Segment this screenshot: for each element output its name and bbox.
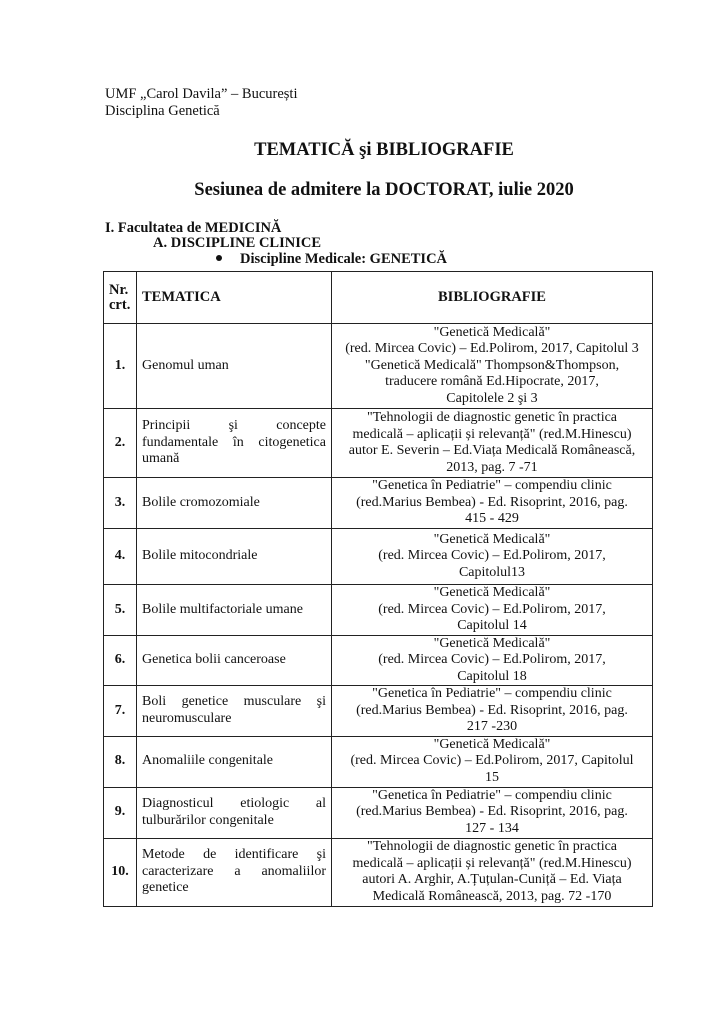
row-bibliography xyxy=(332,736,653,787)
row-topic: Bolile mitocondriale xyxy=(137,529,332,585)
row-bibliography xyxy=(332,787,653,838)
table-header-row xyxy=(104,272,653,324)
bibliography-line: "Genetica în Pediatrie" – compendiu clinic xyxy=(372,478,612,494)
bibliography-line: (red.Marius Bembea) - Ed. Risoprint, 2016, pag. xyxy=(356,804,628,820)
bibliography-line: "Genetică Medicală" xyxy=(433,585,551,600)
row-topic: Genomul uman xyxy=(137,324,332,409)
bibliography-line: "Genetică Medicală" xyxy=(433,635,551,651)
discipline-bullet-label: Discipline Medicale: GENETICĂ xyxy=(240,251,448,267)
table-row xyxy=(104,686,653,737)
topics-table xyxy=(103,271,653,907)
row-number: 8. xyxy=(104,736,137,787)
bibliography-line: "Genetica în Pediatrie" – compendiu clinic xyxy=(372,787,612,803)
institution-name: UMF „Carol Davila” – București xyxy=(105,86,298,102)
row-number: 10. xyxy=(104,838,137,906)
row-bibliography xyxy=(332,686,653,737)
bibliography-line: 127 - 134 xyxy=(465,820,519,836)
row-number: 4. xyxy=(104,529,137,585)
bibliography-line: autor E. Severin – Ed.Viața Medicală Românească, xyxy=(348,443,636,458)
bibliography-line: autori A. Arghir, A.Țuțulan-Cuniță – Ed. Viața xyxy=(362,872,622,887)
row-bibliography xyxy=(332,585,653,636)
header-bibliografie: BIBLIOGRAFIE xyxy=(332,272,653,324)
bibliography-line: 15 xyxy=(485,769,499,785)
discipline-bullet xyxy=(216,251,447,268)
bibliography-line: "Genetică Medicală" xyxy=(433,531,551,547)
row-number: 1. xyxy=(104,324,137,409)
bullet-icon xyxy=(216,255,222,261)
table-row xyxy=(104,838,653,906)
row-topic: Diagnosticul etiologic al tulburărilor congenitale xyxy=(137,787,332,838)
row-topic: Boli genetice musculare şi neuromusculare xyxy=(137,686,332,737)
row-topic: Principii şi concepte fundamentale în citogenetica umană xyxy=(137,409,332,478)
header-nr: Nr. crt. xyxy=(104,272,137,324)
row-topic: Genetica bolii canceroase xyxy=(137,635,332,686)
row-number: 5. xyxy=(104,585,137,636)
row-topic: Anomaliile congenitale xyxy=(137,736,332,787)
header-tematica: TEMATICA xyxy=(137,272,332,324)
faculty-heading: I. Facultatea de MEDICINĂ xyxy=(105,220,282,236)
row-bibliography xyxy=(332,635,653,686)
row-bibliography xyxy=(332,529,653,585)
table-row xyxy=(104,787,653,838)
table-row xyxy=(104,478,653,529)
bibliography-line: medicală – aplicații și relevanță" (red.M.Hinescu) xyxy=(352,855,632,871)
row-topic: Bolile cromozomiale xyxy=(137,478,332,529)
bibliography-line: Capitolul13 xyxy=(458,564,526,580)
row-number: 6. xyxy=(104,635,137,686)
table-row xyxy=(104,635,653,686)
row-number: 2. xyxy=(104,409,137,478)
row-bibliography xyxy=(332,409,653,478)
table-row xyxy=(104,529,653,585)
bibliography-line: (red. Mircea Covic) – Ed.Polirom, 2017, Capitolul xyxy=(350,753,634,769)
bibliography-line: 2013, pag. 7 -71 xyxy=(446,459,538,475)
document-subtitle: Sesiunea de admitere la DOCTORAT, iulie 2020 xyxy=(194,180,574,200)
bibliography-line: (red. Mircea Covic) – Ed.Polirom, 2017, xyxy=(378,652,606,667)
bibliography-line: (red.Marius Bembea) - Ed. Risoprint, 2016, pag. xyxy=(356,494,628,510)
bibliography-line: "Tehnologii de diagnostic genetic în practica xyxy=(366,410,618,425)
bibliography-line: Medicală Românească, 2013, pag. 72 -170 xyxy=(372,888,612,904)
table-body xyxy=(104,324,653,907)
row-number: 7. xyxy=(104,686,137,737)
bibliography-line: traducere română Ed.Hipocrate, 2017, xyxy=(385,374,599,390)
row-topic: Bolile multifactoriale umane xyxy=(137,585,332,636)
bibliography-line: 217 -230 xyxy=(466,719,518,734)
bibliography-line: "Genetică Medicală" xyxy=(433,736,551,752)
bibliography-line: Capitolele 2 şi 3 xyxy=(446,390,538,406)
row-bibliography xyxy=(332,478,653,529)
bibliography-line: Capitolul 18 xyxy=(457,668,527,684)
discipline-name: Disciplina Genetică xyxy=(105,103,220,119)
bibliography-line: 415 - 429 xyxy=(465,511,519,527)
table-row xyxy=(104,409,653,478)
bibliography-line: medicală – aplicații și relevanță" (red.M.Hinescu) xyxy=(352,426,632,442)
bibliography-line: (red. Mircea Covic) – Ed.Polirom, 2017, xyxy=(378,601,606,617)
row-topic: Metode de identificare şi caracterizare a anomaliilor genetice xyxy=(137,838,332,906)
row-bibliography xyxy=(332,838,653,906)
bibliography-line: "Tehnologii de diagnostic genetic în practica xyxy=(366,839,618,854)
table-row xyxy=(104,736,653,787)
row-bibliography xyxy=(332,324,653,409)
bibliography-line: (red. Mircea Covic) – Ed.Polirom, 2017, xyxy=(378,548,606,564)
document-title: TEMATICĂ şi BIBLIOGRAFIE xyxy=(254,140,514,160)
row-number: 3. xyxy=(104,478,137,529)
category-heading: A. DISCIPLINE CLINICE xyxy=(153,235,321,251)
bibliography-line: "Genetică Medicală" xyxy=(433,324,551,340)
bibliography-line: (red. Mircea Covic) – Ed.Polirom, 2017, Capitolul 3 xyxy=(345,341,639,357)
bibliography-line: (red.Marius Bembea) - Ed. Risoprint, 2016, pag. xyxy=(356,702,628,718)
table-row xyxy=(104,324,653,409)
row-number: 9. xyxy=(104,787,137,838)
bibliography-line: "Genetică Medicală" Thompson&Thompson, xyxy=(364,357,620,373)
bibliography-line: Capitolul 14 xyxy=(457,618,527,633)
bibliography-line: "Genetica în Pediatrie" – compendiu clinic xyxy=(372,686,612,701)
table-row xyxy=(104,585,653,636)
